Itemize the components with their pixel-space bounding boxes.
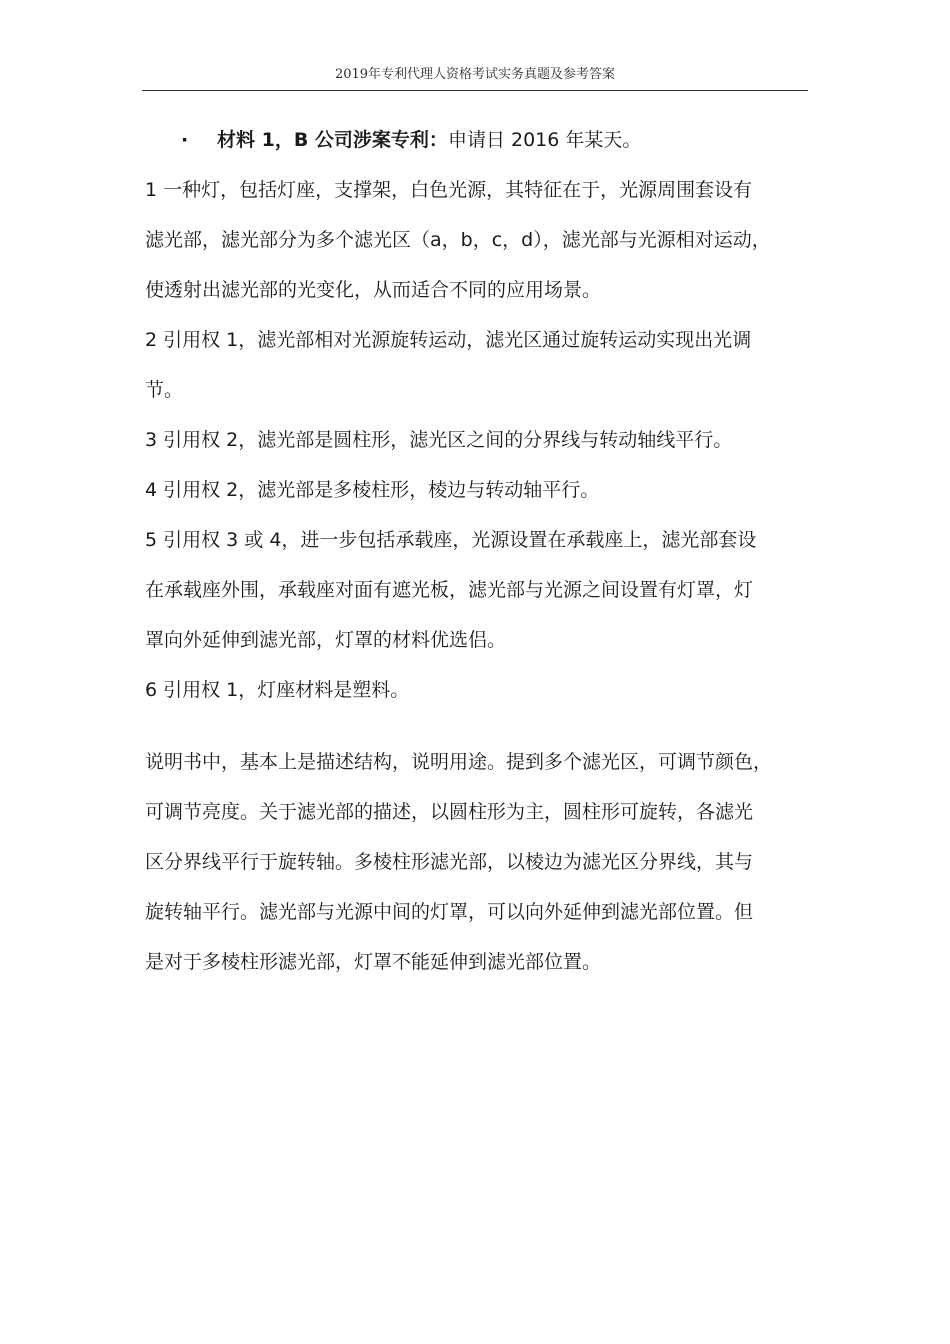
claim-line: 滤光部，滤光部分为多个滤光区（a，b，c，d），滤光部与光源相对运动， [145,229,771,251]
claim-line: 5 引用权 3 或 4，进一步包括承载座，光源设置在承载座上，滤光部套设 [145,529,757,551]
claim-line: 6 引用权 1，灯座材料是塑料。 [145,679,410,701]
material-heading [145,115,810,165]
claims-section [145,165,810,715]
description-line: 说明书中，基本上是描述结构，说明用途。提到多个滤光区，可调节颜色， [145,751,773,773]
running-header-title: 2019年专利代理人资格考试实务真题及参考答案 [334,67,616,82]
claim-line: 4 引用权 2，滤光部是多棱柱形，棱边与转动轴平行。 [145,479,600,501]
description-section [145,737,810,987]
claim-line: 罩向外延伸到滤光部，灯罩的材料优选侣。 [145,629,507,651]
claim-line: 使透射出滤光部的光变化，从而适合不同的应用场景。 [145,279,602,301]
material-filing-info: 申请日 2016 年某天。 [447,129,642,151]
claim-line: 3 引用权 2，滤光部是圆柱形，滤光区之间的分界线与转动轴线平行。 [145,429,733,451]
document-body [145,115,810,987]
claim-line: 节。 [145,379,184,401]
description-line: 是对于多棱柱形滤光部，灯罩不能延伸到滤光部位置。 [145,951,602,973]
description-line: 旋转轴平行。滤光部与光源中间的灯罩，可以向外延伸到滤光部位置。但 [145,901,754,923]
running-header [142,64,808,91]
claim-line: 2 引用权 1，滤光部相对光源旋转运动，滤光区通过旋转运动实现出光调 [145,329,752,351]
claim-line: 在承载座外围，承载座对面有遮光板，滤光部与光源之间设置有灯罩，灯 [145,579,754,601]
bullet-icon: · [181,129,189,151]
claim-line: 1 一种灯，包括灯座，支撑架，白色光源，其特征在于，光源周围套设有 [145,179,753,201]
paragraph-gap [145,715,810,737]
description-line: 区分界线平行于旋转轴。多棱柱形滤光部，以棱边为滤光区分界线，其与 [145,851,754,873]
material-label: 材料 1，B 公司涉案专利： [217,129,448,151]
description-line: 可调节亮度。关于滤光部的描述，以圆柱形为主，圆柱形可旋转，各滤光 [145,801,754,823]
